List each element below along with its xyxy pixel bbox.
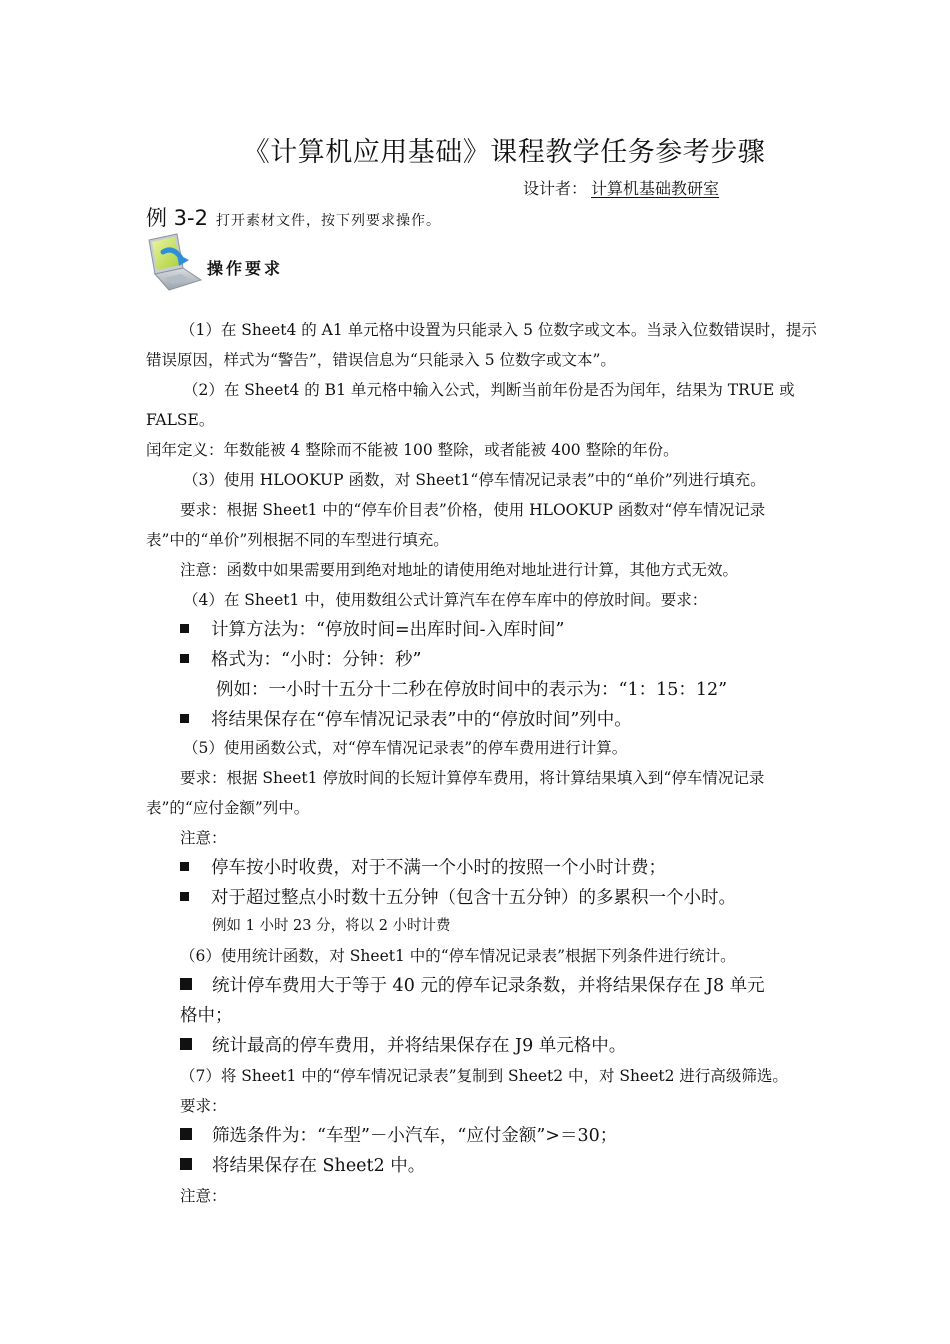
example-text: 打开素材文件，按下列要求操作。: [215, 213, 441, 229]
example-heading: [146, 202, 441, 232]
text-line-3: （2）在 Sheet4 的 B1 单元格中输入公式，判断当前年份是否为闰年，结果为 TRUE 或: [183, 381, 795, 399]
bullet-item: 对于超过整点小时数十五分钟（包含十五分钟）的多累积一个小时。: [180, 884, 736, 909]
text-line-8: 表”中的“单价”列根据不同的车型进行填充。: [146, 531, 449, 549]
bullet-item: 计算方法为：“停放时间=出库时间-入库时间”: [180, 616, 564, 641]
bullet-square-icon: [180, 1128, 192, 1140]
text-line-4: FALSE。: [146, 411, 215, 429]
text-line-10: （4）在 Sheet1 中，使用数组公式计算汽车在停车库中的停放时间。要求：: [183, 591, 708, 609]
text-line-22: （6）使用统计函数，对 Sheet1 中的“停车情况记录表”根据下列条件进行统计。: [180, 947, 736, 965]
text-line-16: 要求：根据 Sheet1 停放时间的长短计算停车费用，将计算结果填入到“停车情况记录: [180, 769, 765, 787]
text-line-21: 例如 1 小时 23 分，将以 2 小时计费: [212, 918, 451, 934]
text-line-9: 注意：函数中如果需要用到绝对地址的请使用绝对地址进行计算，其他方式无效。: [180, 561, 739, 579]
example-number: 例 3-2: [146, 206, 208, 230]
bullet-item: 将结果保存在“停车情况记录表”中的“停放时间”列中。: [180, 706, 632, 731]
text-line-13: 例如：一小时十五分十二秒在停放时间中的表示为：“1：15：12”: [216, 680, 728, 700]
laptop-icon: [143, 232, 205, 294]
requirements-label: 操作要求: [207, 259, 284, 278]
designer-name: 计算机基础教研室: [591, 179, 720, 198]
designer-line: [523, 176, 723, 199]
bullet-item: 统计最高的停车费用，并将结果保存在 J9 单元格中。: [180, 1032, 626, 1057]
text-line-7: 要求：根据 Sheet1 中的“停车价目表”价格，使用 HLOOKUP 函数对“停车情况记录: [180, 501, 766, 519]
text-line-24: 格中；: [180, 1006, 233, 1026]
bullet-square-icon: [180, 862, 189, 871]
text-line-27: 要求：: [180, 1097, 227, 1115]
text-line-26: （7）将 Sheet1 中的“停车情况记录表”复制到 Sheet2 中，对 Sheet2 进行高级筛选。: [180, 1067, 788, 1085]
bullet-item: 停车按小时收费，对于不满一个小时的按照一个小时计费；: [180, 854, 666, 879]
text-line-2: 错误原因，样式为“警告”，错误信息为“只能录入 5 位数字或文本”。: [146, 351, 616, 369]
text-line-5: 闰年定义：年数能被 4 整除而不能被 100 整除，或者能被 400 整除的年份。: [146, 441, 679, 459]
bullet-square-icon: [180, 1038, 192, 1050]
text-line-1: （1）在 Sheet4 的 A1 单元格中设置为只能录入 5 位数字或文本。当录入位数错误时，提示: [180, 321, 817, 339]
bullet-square-icon: [180, 1158, 192, 1170]
bullet-square-icon: [180, 978, 192, 990]
bullet-item: 筛选条件为：“车型”－小汽车，“应付金额”>＝30；: [180, 1122, 617, 1147]
bullet-square-icon: [180, 714, 189, 723]
text-line-17: 表”的“应付金额”列中。: [146, 799, 310, 817]
page-title: 《计算机应用基础》课程教学任务参考步骤: [242, 137, 766, 168]
text-line-18: 注意：: [180, 829, 227, 847]
text-line-30: 注意：: [180, 1187, 227, 1205]
designer-label: 设计者：: [523, 179, 588, 198]
bullet-item: 将结果保存在 Sheet2 中。: [180, 1152, 425, 1177]
text-line-6: （3）使用 HLOOKUP 函数，对 Sheet1“停车情况记录表”中的“单价”列进行填充。: [183, 471, 766, 489]
bullet-square-icon: [180, 654, 189, 663]
text-line-15: （5）使用函数公式，对“停车情况记录表”的停车费用进行计算。: [183, 739, 628, 757]
bullet-item: 统计停车费用大于等于 40 元的停车记录条数，并将结果保存在 J8 单元: [180, 972, 765, 997]
bullet-square-icon: [180, 892, 189, 901]
bullet-item: 格式为：“小时：分钟：秒”: [180, 646, 421, 671]
bullet-square-icon: [180, 624, 189, 633]
